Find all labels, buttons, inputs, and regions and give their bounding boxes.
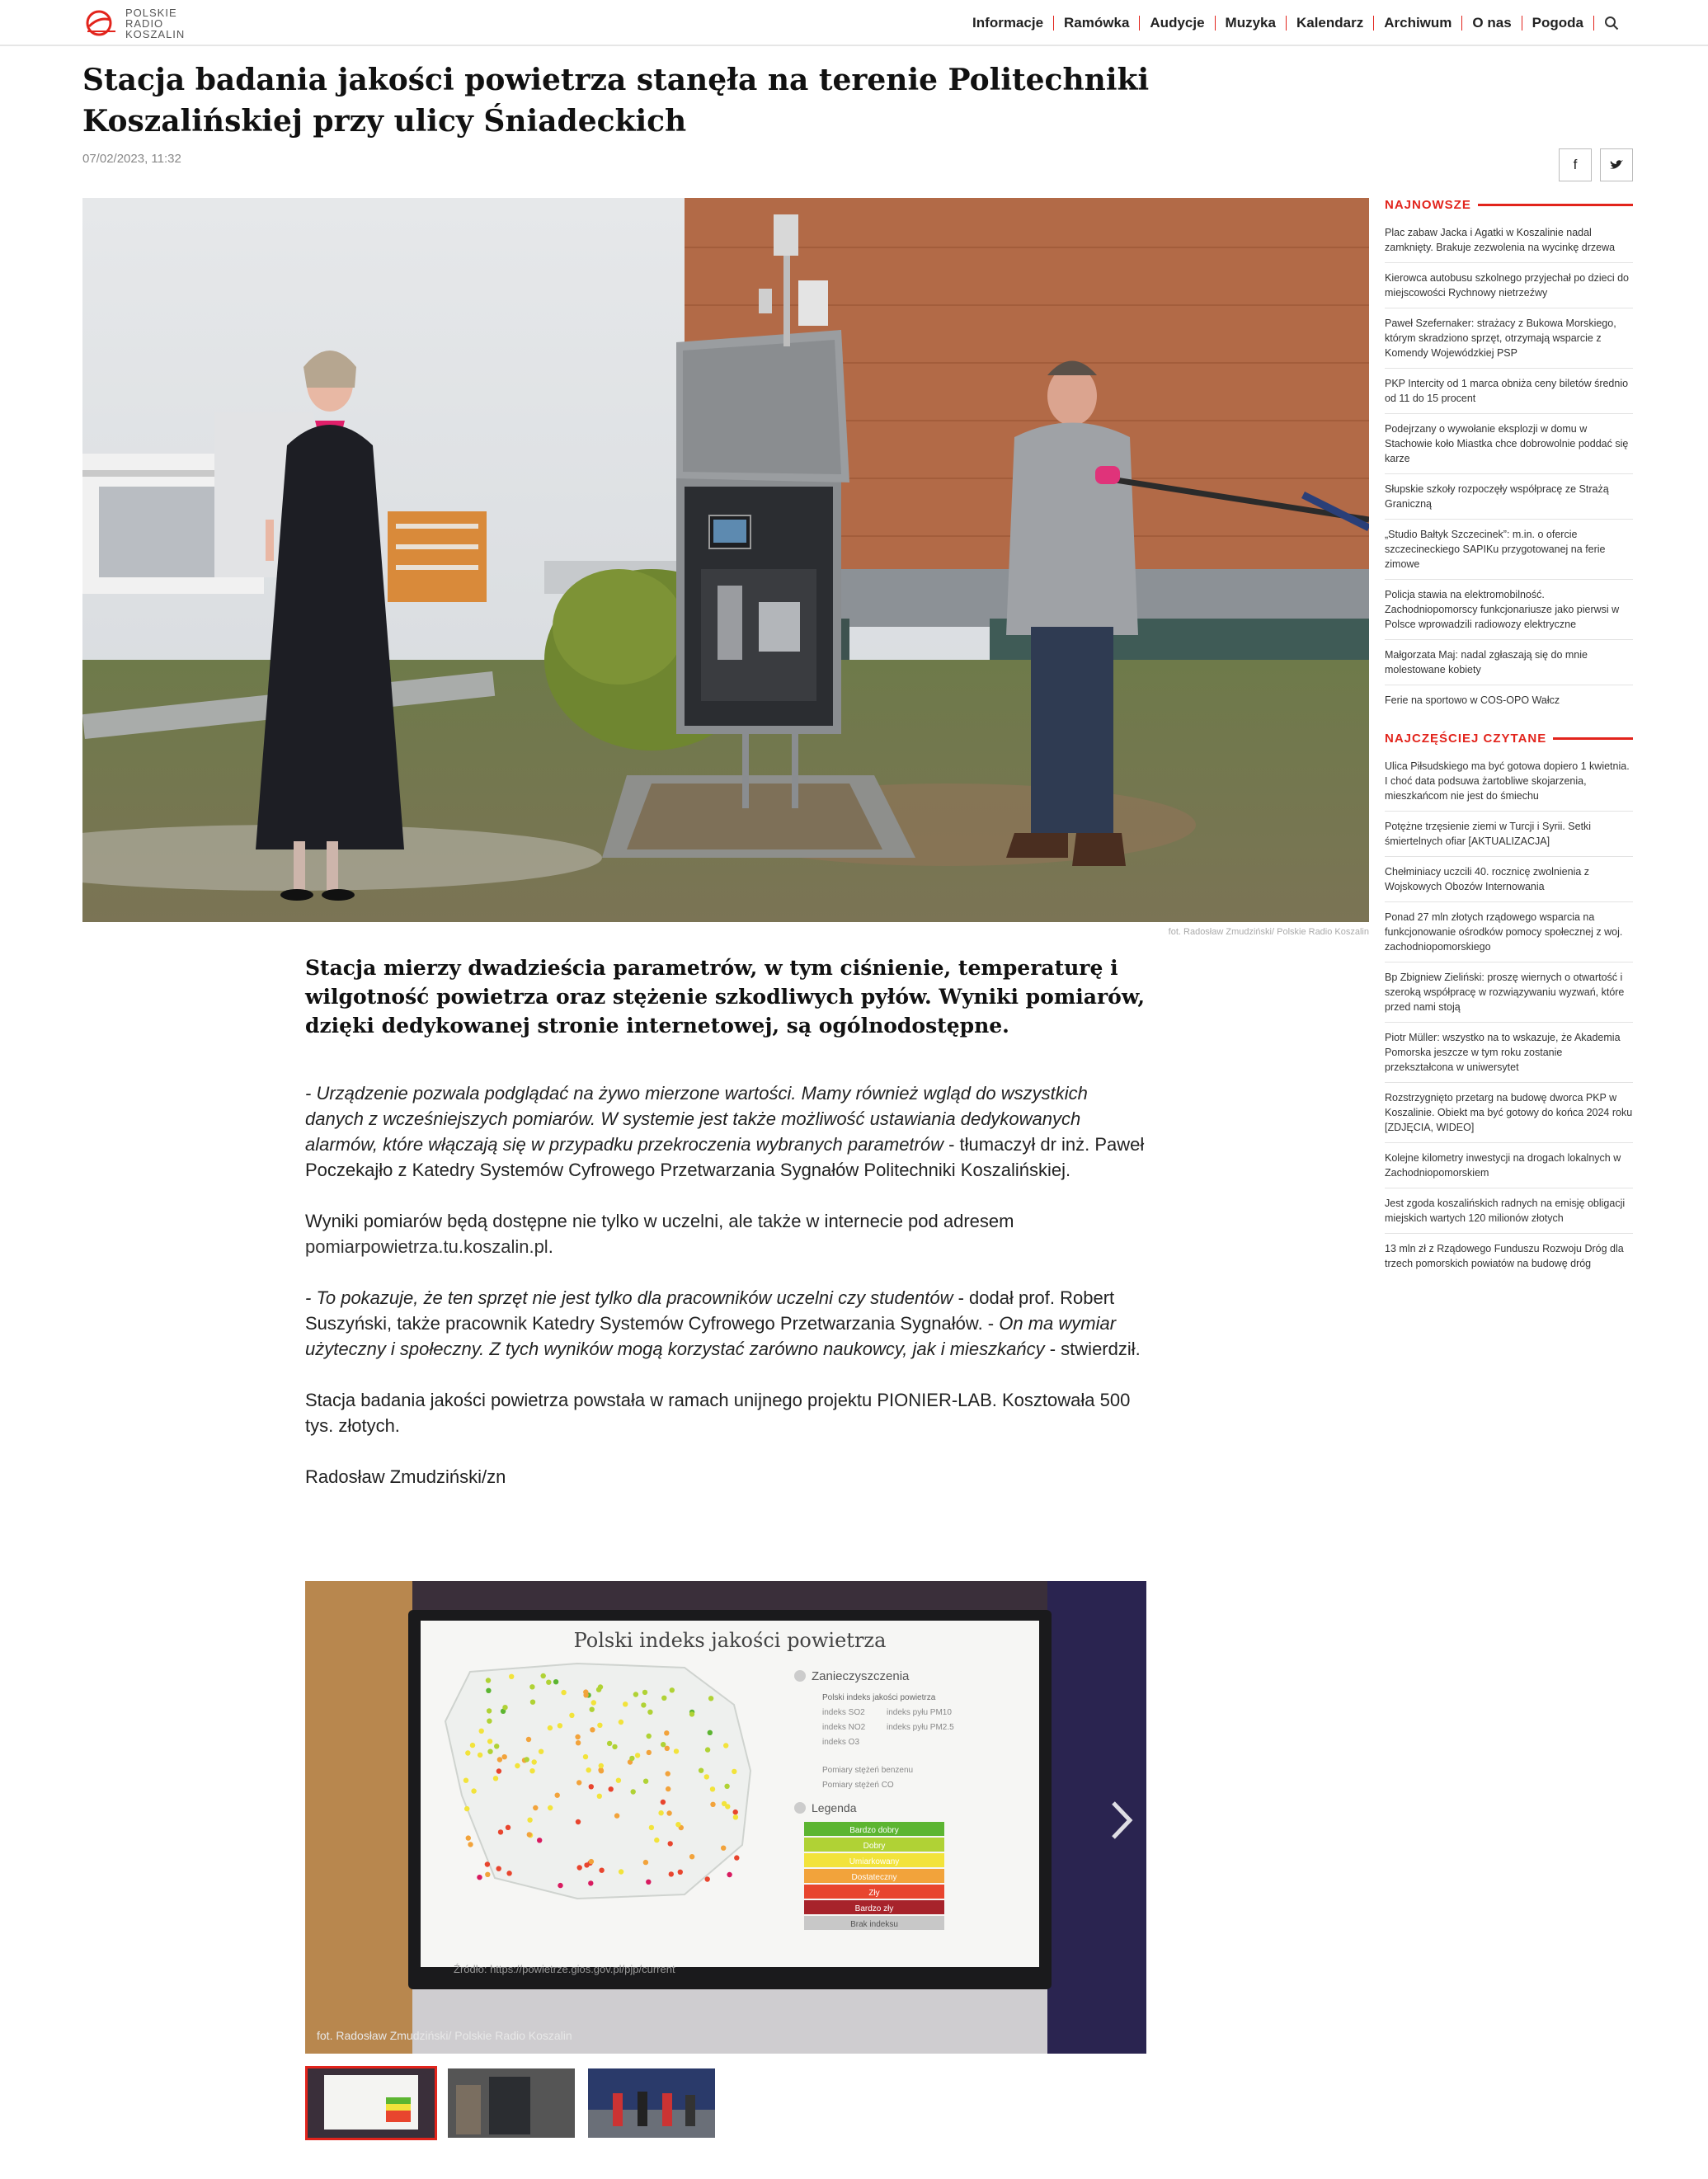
sidebar-article-link[interactable]: 13 mln zł z Rządowego Funduszu Rozwoju Dróg dla trzech pomorskich powiatów na budowę dróg [1385,1243,1624,1269]
map-point [532,1759,537,1764]
share-facebook-button[interactable] [1559,148,1592,181]
map-point [527,1832,532,1837]
logo-line-1: POLSKIE [125,6,177,19]
map-point [525,1757,529,1762]
map-point [487,1739,492,1744]
article-author: Radosław Zmudziński/zn [305,1466,506,1487]
map-point [647,1734,652,1739]
site-logo[interactable] [82,7,185,40]
map-point [502,1705,507,1710]
map-point [502,1754,507,1759]
sidebar-article-link[interactable]: Ulica Piłsudskiego ma być gotowa dopiero 1 kwietnia. I choć data podsuwa żartobliwe skojarzenia, mieszkańcom nie jest do śmiechu [1385,759,1633,812]
sidebar-article-link[interactable]: Podejrzany o wywołanie eksplozji w domu w Stachowie koło Miastka chce dobrowolnie poddać się karze [1385,421,1633,474]
paragraph-text: - stwierdził. [1044,1339,1141,1359]
map-point [599,1768,604,1773]
map-point [616,1778,621,1783]
map-point [527,1818,532,1823]
map-point [590,1727,595,1732]
map-point [710,1802,715,1807]
quote-text: - Urządzenie pozwala podglądać na żywo mierzone wartości. Mamy również wgląd do wszystkich danych z wcześniejszych pomiarów. W systemie jest także możliwość ustawiania dedykowanych alarmów, które włączają się w przypadku przekroczenia wybranych parametrów [305,1083,1088,1155]
map-point [722,1801,727,1806]
map-point [537,1838,542,1843]
map-point [733,1814,738,1819]
map-point [727,1872,732,1877]
map-point [597,1794,602,1799]
thumbnail-image [448,2068,575,2138]
nav-informacje[interactable]: Informacje [972,15,1044,31]
map-point [485,1872,490,1877]
nav-pogoda[interactable]: Pogoda [1532,15,1583,31]
map-point [619,1720,623,1725]
map-point [724,1784,729,1789]
map-point [478,1753,482,1758]
legend-label: Dostateczny [851,1873,897,1882]
map-point [590,1707,595,1712]
map-point [591,1700,596,1705]
map-point [674,1748,679,1753]
panel-bullet-icon [794,1802,806,1814]
map-point [612,1744,617,1749]
legend-title: Legenda [812,1801,857,1814]
map-point [487,1708,492,1713]
map-point [710,1786,715,1791]
map-point [642,1690,647,1695]
sidebar-article-link[interactable]: Jest zgoda koszalińskich radnych na emisję obligacji miejskich wartych 120 milionów złotych [1385,1196,1633,1234]
map-point [646,1880,651,1885]
panel-title: Zanieczyszczenia [812,1669,910,1683]
paragraph: Stacja badania jakości powietrza powstała w ramach unijnego projektu PIONIER-LAB. Kosztowała 500 tys. złotych. [305,1390,1131,1436]
sidebar-article-link[interactable]: Piotr Müller: wszystko na to wskazuje, że Akademia Pomorska jeszcze w tym roku zostanie przekształcona w uniwersytet [1385,1030,1633,1083]
sidebar-article-link[interactable]: „Studio Bałtyk Szczecinek”: m.in. o ofercie szczecineckiego SAPIKu przygotowanej na ferie zimowe [1385,527,1633,580]
map-point [678,1870,683,1875]
map-point [669,1871,674,1876]
legend-label: Dobry [863,1842,886,1851]
paragraph-text: - tłumaczył dr inż. Paweł Poczekajło z Katedry Systemów Cyfrowego Przetwarzania Sygnałów Politechniki Koszalińskiej. [305,1134,1145,1180]
measurement-site-link[interactable]: pomiarpowietrza.tu.koszalin.pl [305,1236,548,1257]
map-point [583,1689,588,1694]
map-point [654,1838,659,1843]
map-point [647,1710,652,1715]
sidebar-article-link[interactable]: Słupskie szkoły rozpoczęły współpracę ze Strażą Graniczną [1385,482,1633,520]
map-point [668,1841,673,1846]
map-point [733,1810,738,1814]
gallery-thumbnails [305,2066,726,2140]
legend-label: Zły [868,1889,880,1898]
option-label: Pomiary stężeń benzenu [822,1766,914,1775]
legend-label: Umiarkowany [849,1857,900,1866]
map-point [599,1868,604,1873]
sidebar-article-link[interactable]: Paweł Szefernaker: strażacy z Bukowa Morskiego, którym skradziono sprzęt, otrzymają wsparcie z Komendy Wojewódzkiej PSP [1385,316,1633,369]
map-point [670,1687,675,1692]
map-point [494,1744,499,1748]
source-text: Źródło: https://powietrze.gios.gov.pl/pjp/current [454,1963,675,1975]
map-point [465,1750,470,1755]
logo-icon [82,8,119,38]
nav-kalendarz[interactable]: Kalendarz [1296,15,1364,31]
map-point [732,1769,736,1774]
map-point [486,1688,491,1693]
map-point [689,1711,694,1716]
gallery-screen-title: Polski indeks jakości powietrza [573,1629,887,1652]
map-point [631,1789,636,1794]
map-point [515,1763,520,1768]
map-point [588,1880,593,1885]
map-point [576,1740,581,1745]
main-nav [962,0,1626,46]
map-point [466,1835,471,1840]
map-point [666,1810,671,1815]
sidebar-article-link[interactable]: Chełminiacy uczcili 40. rocznicę zwolnienia z Wojskowych Obozów Internowania [1385,864,1633,902]
sidebar-article-link[interactable]: Rozstrzygnięto przetarg na budowę dworca PKP w Koszalinie. Obiekt ma być gotowy do końca 2024 roku [ZDJĘCIA, WIDEO] [1385,1090,1633,1143]
search-button[interactable] [1597,9,1626,37]
map-point [721,1846,726,1851]
legend-label: Brak indeksu [850,1920,898,1929]
option-label: indeks SO2 [822,1708,865,1717]
map-point [493,1776,498,1781]
article-body [305,1080,1146,1515]
nav-archiwum[interactable]: Archiwum [1384,15,1452,31]
map-point [607,1741,612,1746]
map-point [558,1723,562,1728]
map-point [661,1800,666,1805]
map-point [487,1719,492,1724]
map-point [643,1779,648,1784]
map-point [577,1865,582,1870]
map-point [643,1860,648,1865]
gallery-thumbnail[interactable] [445,2066,577,2140]
legend [804,1822,944,1930]
map-point [666,1771,670,1776]
nav-o-nas[interactable]: O nas [1472,15,1512,31]
sidebar-article-link[interactable]: Ponad 27 mln złotych rządowego wsparcia na funkcjonowanie ośrodków pomocy społecznej z woj. zachodniopomorskiego [1385,910,1633,962]
thumbnail-image [308,2068,435,2138]
map-point [586,1767,591,1772]
map-point [705,1747,710,1752]
map-point [666,1786,670,1791]
hero-caption: fot. Radosław Zmudziński/ Polskie Radio Koszalin [1168,927,1369,937]
map-point [689,1854,694,1859]
map-point [583,1754,588,1759]
sidebar-article-link[interactable]: Kolejne kilometry inwestycji na drogach lokalnych w Zachodniopomorskiem [1385,1151,1633,1188]
map-point [596,1687,601,1692]
map-point [555,1793,560,1798]
map-point [647,1750,652,1755]
option-label: indeks O3 [822,1738,860,1747]
chevron-right-icon [1108,1800,1133,1841]
legend-label: Bardzo zły [854,1904,894,1913]
map-point [589,1784,594,1789]
nav-ramowka[interactable]: Ramówka [1064,15,1130,31]
gallery-thumbnail[interactable] [586,2066,718,2140]
top-bar [0,0,1708,46]
nav-separator [1593,16,1594,31]
twitter-icon [1609,159,1624,171]
map-point [530,1700,535,1705]
map-point [539,1749,543,1754]
map-point [658,1810,663,1815]
option-label: indeks pyłu PM2.5 [887,1723,954,1732]
logo-line-3: KOSZALIN [125,27,186,40]
map-point [529,1684,534,1689]
paragraph [305,1208,1146,1259]
map-point [629,1756,634,1761]
map-point [704,1774,709,1779]
map-point [497,1757,502,1762]
map-point [498,1829,503,1834]
map-point [661,1696,666,1701]
map-point [576,1819,581,1824]
thumbnail-image [588,2068,715,2138]
sidebar-article-link[interactable]: Policja stawia na elektromobilność. Zachodniopomorscy funkcjonariusze jako pierwsi w Polsce wprowadzili radiowozy elektryczne [1385,587,1633,640]
map-point [463,1778,468,1783]
paragraph-text: - dodał prof. Robert Suszyński, także pracownik Katedry Systemów Cyfrowego Przetwarzania Sygnałów. - [305,1287,1115,1334]
gallery-image [305,1581,1146,2054]
map-point [509,1674,514,1679]
gallery-caption: fot. Radosław Zmudziński/ Polskie Radio Koszalin [317,2029,572,2042]
option-label: Polski indeks jakości powietrza [822,1693,936,1702]
newest-list [1385,225,1633,715]
map-point [708,1730,713,1735]
hero-photo [82,198,1369,922]
option-label: Pomiary stężeń CO [822,1781,894,1790]
hero-image [82,198,1369,922]
map-point [705,1876,710,1881]
map-point [553,1679,558,1684]
sidebar-article-link[interactable]: Plac zabaw Jacka i Agatki w Koszalinie nadal zamknięty. Brakuje zezwolenia na wycinkę drzewa [1385,225,1633,263]
share-twitter-button[interactable] [1600,148,1633,181]
map-point [487,1749,492,1754]
map-point [708,1696,713,1701]
map-point [496,1768,501,1773]
gallery-thumbnail[interactable] [305,2066,437,2140]
sidebar-article-link[interactable]: Ferie na sportowo w COS-OPO Wałcz [1385,694,1560,706]
article-date: 07/02/2023, 11:32 [82,152,181,166]
map-point [649,1825,654,1830]
map-point [561,1690,566,1695]
article-title: Stacja badania jakości powietrza stanęła na terenie Politechniki Koszalińskiej przy ulicy Śniadeckich [82,63,1150,139]
nav-muzyka[interactable]: Muzyka [1225,15,1276,31]
paragraph-text: . [548,1236,553,1257]
map-point [597,1723,602,1728]
paragraph-text: Wyniki pomiarów będą dostępne nie tylko w uczelni, ale także w internecie pod adresem [305,1211,1014,1231]
quote-text: On ma wymiar użyteczny i społeczny. Z tych wyników mogą korzystać zarówno naukowcy, jak i mieszkańcy [305,1313,1117,1359]
map-point [548,1725,553,1730]
map-point [529,1768,534,1773]
map-point [641,1702,646,1707]
map-point [635,1753,640,1758]
sidebar-article-link[interactable]: Małgorzata Maj: nadal zgłaszają się do mnie molestowane kobiety [1385,647,1633,685]
map-point [468,1842,473,1847]
map-point [526,1737,531,1742]
option-label: indeks NO2 [822,1723,866,1732]
panel-bullet-icon [794,1670,806,1682]
sidebar-article-link[interactable]: Bp Zbigniew Zieliński: proszę wiernych o otwartość i szeroką współpracę w rozwiązywaniu wyzwań, które przed nami stoją [1385,970,1633,1023]
legend-label: Bardzo dobry [849,1826,899,1835]
map-point [506,1825,511,1830]
map-point [723,1743,728,1748]
map-point [619,1869,623,1874]
article-lead: Stacja mierzy dwadzieścia parametrów, w tym ciśnienie, temperaturę i wilgotność powietrza oraz stężenie szkodliwych pyłów. Wyniki pomiarów, dzięki dedykowanej stronie internetowej, są ogólnodostępne. [305,956,1146,1038]
map-point [541,1673,546,1678]
map-point [633,1692,638,1697]
map-point [533,1805,538,1810]
map-point [609,1786,614,1791]
logo-text [125,7,185,40]
facebook-icon: f [1573,157,1578,172]
map-point [614,1813,619,1818]
map-point [576,1780,581,1785]
sidebar-article-link[interactable]: Potężne trzęsienie ziemi w Turcji i Syrii. Setki śmiertelnych ofiar [AKTUALIZACJA] [1385,819,1633,857]
photo-gallery[interactable] [305,1581,1146,2054]
most-read-heading: NAJCZĘŚCIEJ CZYTANE [1385,732,1633,746]
map-point [486,1678,491,1682]
map-point [623,1701,628,1706]
map-point [548,1805,553,1810]
map-point [477,1875,482,1880]
map-point [584,1862,589,1867]
map-point [569,1713,574,1718]
logo-line-2: RADIO [125,16,164,30]
map-point [485,1861,490,1866]
paragraph [305,1285,1146,1362]
map-point [479,1729,484,1734]
quote-text: - To pokazuje, że ten sprzęt nie jest tylko dla pracowników uczelni czy studentów [305,1287,953,1308]
paragraph [305,1080,1146,1183]
map-point [464,1806,469,1811]
nav-audycje[interactable]: Audycje [1150,15,1205,31]
map-point [506,1871,511,1875]
map-point [599,1763,604,1768]
map-point [496,1866,501,1871]
sidebar-article-link[interactable]: PKP Intercity od 1 marca obniża ceny biletów średnio od 11 do 15 procent [1385,376,1633,414]
search-icon [1604,16,1619,31]
map-point [558,1883,562,1888]
map-point [589,1859,594,1864]
most-read-list [1385,759,1633,1278]
newest-heading: NAJNOWSZE [1385,198,1633,212]
sidebar-article-link[interactable]: Kierowca autobusu szkolnego przyjechał po dzieci do miejscowości Rychnowy nietrzeźwy [1385,271,1633,308]
map-point [665,1746,670,1751]
map-point [699,1768,703,1773]
sidebar [1385,198,1633,1295]
map-point [734,1855,739,1860]
gallery-next-button[interactable] [1100,1787,1141,1853]
map-point [471,1788,476,1793]
map-point [675,1822,680,1827]
map-point [661,1742,666,1747]
map-point [664,1730,669,1735]
option-label: indeks pyłu PM10 [887,1708,952,1717]
map-point [470,1743,475,1748]
map-point [546,1680,551,1685]
map-point [575,1734,580,1739]
